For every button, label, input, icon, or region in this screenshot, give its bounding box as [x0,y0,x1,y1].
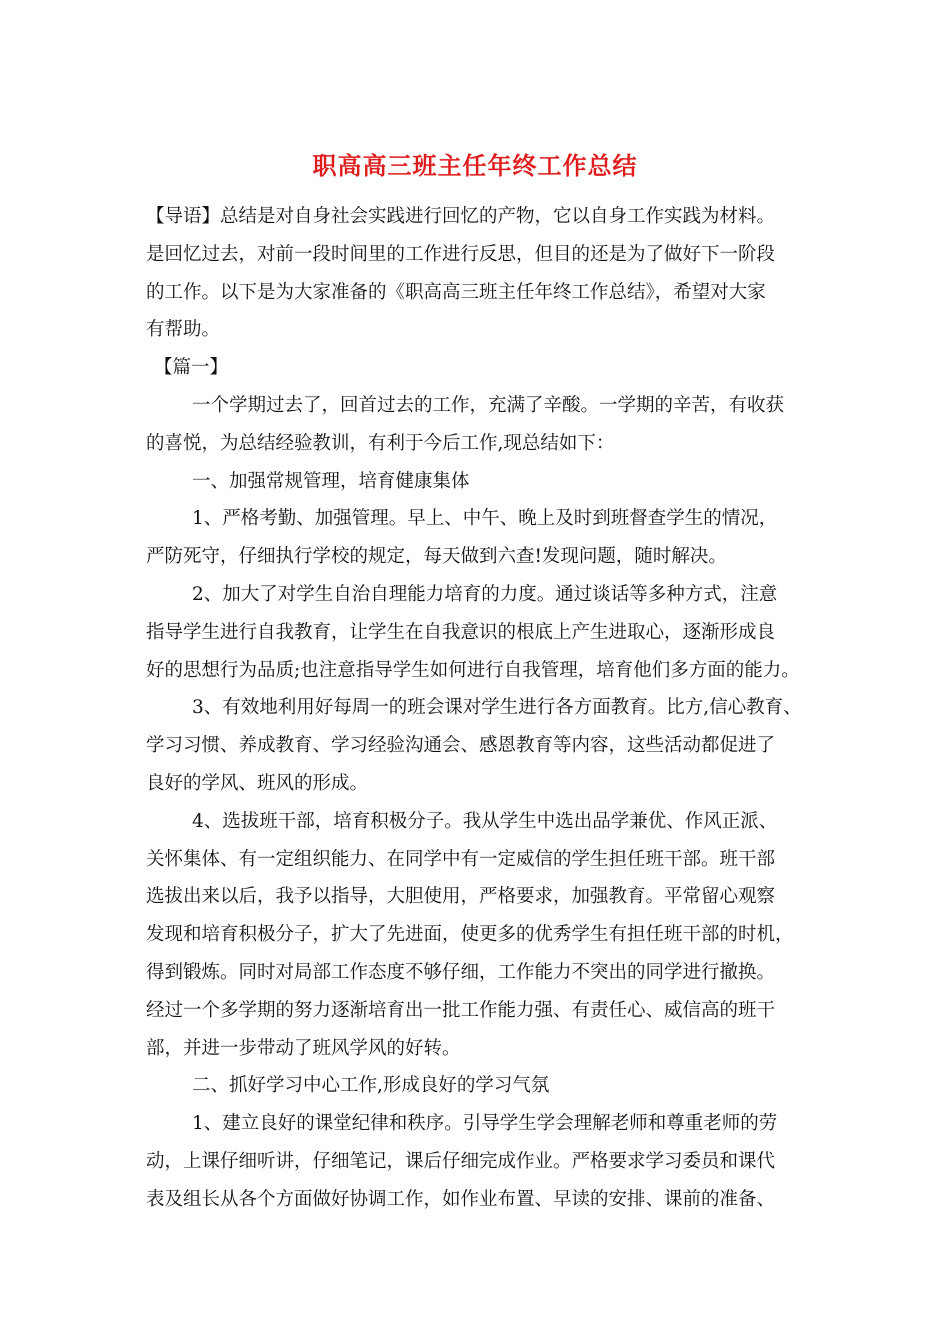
text-line: 表及组长从各个方面做好协调工作，如作业布置、早读的安排、课前的准备、 [146,1188,776,1210]
text-line: 一个学期过去了，回首过去的工作，充满了辛酸。一学期的辛苦，有收获 [192,394,785,416]
document-body [146,198,826,1219]
text-line: 指导学生进行自我教育，让学生在自我意识的根底上产生进取心，逐渐形成良 [146,621,776,643]
text-line: 3、有效地利用好每周一的班会课对学生进行各方面教育。比方,信心教育、 [192,697,802,719]
text-line: 【导语】总结是对自身社会实践进行回忆的产物，它以自身工作实践为材料。 [146,206,776,227]
text-line: 发现和培育积极分子，扩大了先进面，使更多的优秀学生有担任班干部的时机， [146,924,794,946]
document-title: 职高高三班主任年终工作总结 [312,152,638,180]
text-line: 的工作。以下是为大家准备的《职高高三班主任年终工作总结》，希望对大家 [146,281,766,303]
text-line: 4、选拔班干部，培育积极分子。我从学生中选出品学兼优、作风正派、 [192,810,778,832]
text-line: 一、加强常规管理，培育健康集体 [192,470,470,492]
text-line: 1、严格考勤、加强管理。早上、中午、晚上及时到班督查学生的情况， [192,508,778,530]
text-line: 部，并进一步带动了班风学风的好转。 [146,1037,461,1059]
text-line: 2、加大了对学生自治自理能力培育的力度。通过谈话等多种方式，注意 [192,583,778,605]
text-line: 经过一个多学期的努力逐渐培育出一批工作能力强、有责任心、威信高的班干 [146,999,776,1021]
text-line: 选拔出来以后，我予以指导，大胆使用，严格要求，加强教育。平常留心观察 [146,886,776,908]
text-line: 二、抓好学习中心工作,形成良好的学习气氛 [192,1075,550,1097]
text-line: 动，上课仔细听讲，仔细笔记，课后仔细完成作业。严格要求学习委员和课代 [146,1150,776,1172]
text-line: 学习习惯、养成教育、学习经验沟通会、感恩教育等内容，这些活动都促进了 [146,735,776,757]
text-line: 得到锻炼。同时对局部工作态度不够仔细，工作能力不突出的同学进行撤换。 [146,961,776,983]
text-line: 1、建立良好的课堂纪律和秩序。引导学生学会理解老师和尊重老师的劳 [192,1113,778,1135]
text-line: 严防死守，仔细执行学校的规定，每天做到六查!发现问题，随时解决。 [146,546,727,568]
text-line: 是回忆过去，对前一段时间里的工作进行反思，但目的还是为了做好下一阶段 [146,243,776,265]
text-line: 好的思想行为品质;也注意指导学生如何进行自我管理，培育他们多方面的能力。 [146,659,800,681]
text-line: 【篇一】 [154,357,229,379]
text-line: 有帮助。 [146,319,221,341]
text-line: 良好的学风、班风的形成。 [146,772,369,794]
text-line: 关怀集体、有一定组织能力、在同学中有一定威信的学生担任班干部。班干部 [146,848,776,870]
text-line: 的喜悦，为总结经验教训，有利于今后工作,现总结如下： [146,432,615,454]
